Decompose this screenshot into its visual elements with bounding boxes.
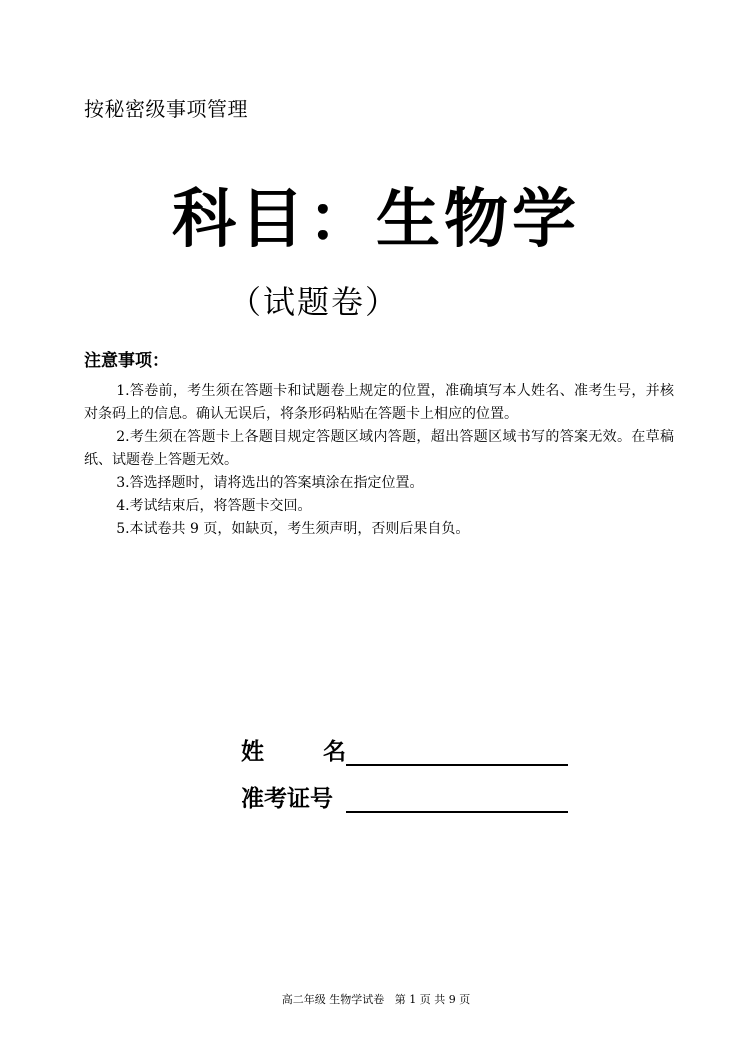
classification-label: 按秘密级事项管理 bbox=[84, 97, 248, 121]
name-label-char-2: 名 bbox=[323, 739, 346, 765]
exam-number-field bbox=[241, 780, 568, 813]
notice-item-4: 4.考试结束后，将答题卡交回。 bbox=[116, 498, 312, 514]
notice-list bbox=[84, 380, 674, 541]
notice-item-3: 3.答选择题时，请将选出的答案填涂在指定位置。 bbox=[116, 475, 424, 491]
notice-item-5: 5.本试卷共 9 页，如缺页，考生须声明，否则后果自负。 bbox=[116, 521, 470, 537]
name-label bbox=[241, 733, 346, 766]
name-blank-line[interactable] bbox=[346, 736, 568, 766]
notice-item-1: 1.答卷前，考生须在答题卡和试题卷上规定的位置，准确填写本人姓名、准考生号，并核对条码上的信息。确认无误后，将条形码粘贴在答题卡上相应的位置。 bbox=[84, 383, 674, 422]
paper-type-label: （试题卷） bbox=[229, 283, 400, 321]
notice-heading: 注意事项： bbox=[84, 351, 169, 371]
name-field bbox=[241, 733, 568, 766]
exam-number-blank-line[interactable] bbox=[346, 783, 568, 813]
page-footer: 高二年级 生物学试卷 第 1 页 共 9 页 bbox=[281, 993, 471, 1006]
name-label-char-1: 姓 bbox=[241, 739, 264, 765]
notice-item-2: 2.考生须在答题卡上各题目规定答题区域内答题，超出答题区域书写的答案无效。在草稿纸、试题卷上答题无效。 bbox=[84, 429, 674, 468]
exam-number-label: 准考证号 bbox=[241, 786, 333, 812]
subject-title: 科目：生物学 bbox=[172, 183, 580, 257]
